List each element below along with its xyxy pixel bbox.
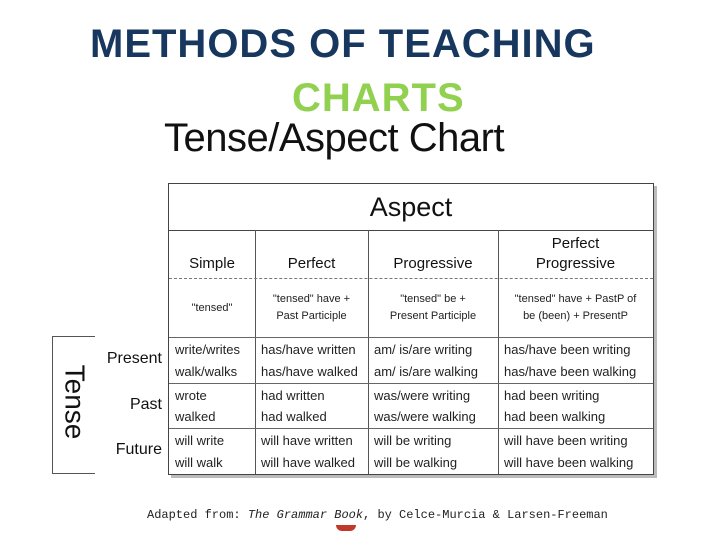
cell-present-simple-2: walk/walks	[175, 364, 238, 379]
row-label-present: Present	[106, 350, 162, 367]
header-divider	[169, 278, 653, 279]
cell-past-perfprog-2: had been walking	[504, 409, 606, 424]
cell-present-simple-1: write/writes	[175, 342, 241, 357]
form-perfect-progressive: "tensed" have + PastP of be (been) + PresentP	[514, 293, 637, 322]
column-header-simple: Simple	[189, 255, 235, 272]
source-caption	[147, 508, 608, 522]
cell-future-simple-1: will write	[175, 433, 225, 448]
row-label-past: Past	[129, 396, 162, 413]
cell-past-perfprog-1: had been writing	[504, 388, 600, 403]
form-simple: "tensed"	[191, 301, 233, 314]
tense-label-text: Tense	[59, 364, 90, 440]
cell-future-perfprog-1: will have been writing	[504, 433, 628, 448]
slide-marker	[336, 525, 356, 531]
slide-title: METHODS OF TEACHING	[90, 22, 596, 66]
chart-title: Tense/Aspect Chart	[164, 116, 505, 160]
caption-book-title: The Grammar Book	[247, 508, 364, 522]
tense-aspect-table	[168, 183, 654, 475]
cell-present-perfect-1: has/have written	[261, 342, 356, 357]
row-divider	[169, 337, 653, 338]
cell-future-simple-2: will walk	[175, 455, 223, 470]
form-progressive: "tensed" be + Present Participle	[389, 293, 477, 322]
tense-axis-label	[54, 352, 94, 452]
column-header-perfect: Perfect	[287, 255, 336, 272]
cell-past-progressive-1: was/were writing	[374, 388, 471, 403]
cell-future-perfect-1: will have written	[261, 433, 353, 448]
cell-present-progressive-2: am/ is/are walking	[374, 364, 479, 379]
cell-future-progressive-1: will be writing	[374, 433, 452, 448]
column-header-progressive: Progressive	[393, 255, 473, 272]
cell-present-perfect-2: has/have walked	[261, 364, 358, 379]
cell-past-perfect-1: had written	[261, 388, 325, 403]
cell-present-perfprog-2: has/have been walking	[504, 364, 637, 379]
cell-future-progressive-2: will be walking	[374, 455, 458, 470]
row-divider	[169, 383, 653, 384]
row-label-future: Future	[115, 441, 162, 458]
cell-present-progressive-1: am/ is/are writing	[374, 342, 473, 357]
caption-authors: , by Celce-Murcia & Larsen-Freeman	[363, 508, 608, 522]
cell-past-simple-1: wrote	[175, 388, 207, 403]
column-header-perfect-progressive: Perfect Progressive	[535, 235, 616, 272]
row-divider	[169, 428, 653, 429]
slide-subtitle: CHARTS	[292, 76, 465, 120]
cell-future-perfprog-2: will have been walking	[504, 455, 634, 470]
cell-past-simple-2: walked	[175, 409, 216, 424]
form-perfect: "tensed" have + Past Participle	[272, 293, 351, 322]
aspect-header: Aspect	[169, 184, 653, 231]
cell-past-progressive-2: was/were walking	[374, 409, 476, 424]
cell-past-perfect-2: had walked	[261, 409, 327, 424]
cell-present-perfprog-1: has/have been writing	[504, 342, 631, 357]
caption-prefix: Adapted from:	[147, 508, 248, 522]
cell-future-perfect-2: will have walked	[261, 455, 355, 470]
